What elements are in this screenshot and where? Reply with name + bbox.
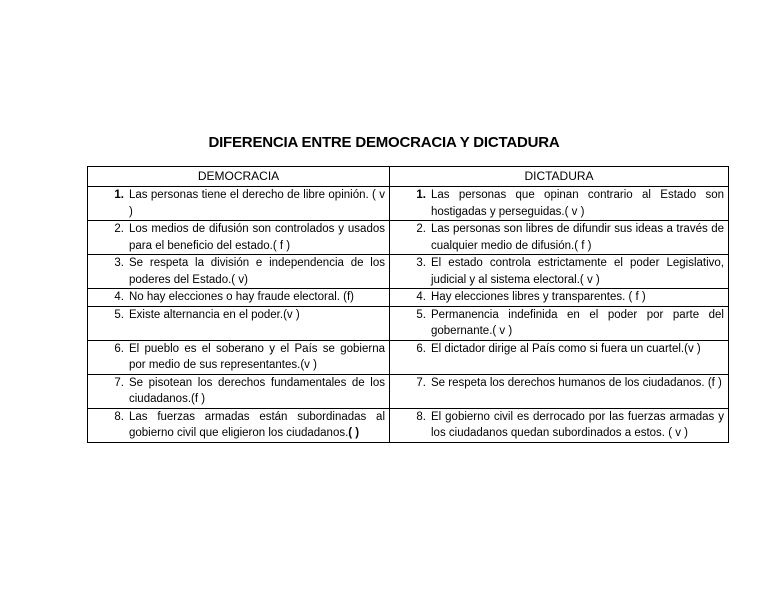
item-text: El estado controla estrictamente el poder Legislativo, judicial y al sistema electoral.( v ) bbox=[431, 257, 724, 286]
democracia-cell bbox=[88, 187, 390, 221]
table-header-row bbox=[88, 167, 729, 187]
item-text: Las personas son libres de difundir sus ideas a través de cualquier medio de difusión.( f ) bbox=[431, 223, 724, 252]
item-text: Las personas que opinan contrario al Estado son hostigadas y perseguidas.( v ) bbox=[431, 189, 724, 218]
item-text: Se respeta la división e independencia de los poderes del Estado.( v) bbox=[129, 257, 385, 286]
item-text: Los medios de difusión son controlados y usados para el beneficio del estado.( f ) bbox=[129, 223, 385, 252]
item-number: 8. bbox=[114, 410, 124, 423]
header-dictadura: DICTADURA bbox=[390, 167, 729, 187]
democracia-cell bbox=[88, 289, 390, 307]
table-row bbox=[88, 408, 729, 442]
dictadura-cell bbox=[390, 221, 729, 255]
item-number: 6. bbox=[114, 342, 124, 355]
item-answer: ( ) bbox=[348, 427, 360, 439]
item-number: 7. bbox=[416, 376, 426, 389]
item-number: 5. bbox=[114, 308, 124, 321]
item-text: Las fuerzas armadas están subordinadas al gobierno civil que eligieron los ciudadanos. bbox=[129, 410, 385, 439]
item-number: 2. bbox=[114, 223, 124, 235]
item-number: 3. bbox=[416, 257, 426, 269]
dictadura-cell bbox=[390, 340, 729, 374]
header-democracia: DEMOCRACIA bbox=[88, 167, 390, 187]
dictadura-cell bbox=[390, 187, 729, 221]
item-number: 8. bbox=[416, 410, 426, 423]
item-text: Se pisotean los derechos fundamentales de los ciudadanos.(f ) bbox=[129, 376, 385, 405]
democracia-cell bbox=[88, 221, 390, 255]
democracia-cell bbox=[88, 306, 390, 340]
dictadura-cell bbox=[390, 255, 729, 289]
item-number: 2. bbox=[416, 223, 426, 235]
democracia-cell bbox=[88, 408, 390, 442]
item-number: 4. bbox=[114, 291, 124, 303]
democracia-cell bbox=[88, 340, 390, 374]
comparison-table bbox=[87, 166, 729, 443]
table-row bbox=[88, 255, 729, 289]
table-row bbox=[88, 340, 729, 374]
democracia-cell bbox=[88, 255, 390, 289]
item-text: Hay elecciones libres y transparentes. ( f ) bbox=[431, 291, 646, 303]
document-title: DIFERENCIA ENTRE DEMOCRACIA Y DICTADURA bbox=[208, 134, 560, 151]
item-number: 3. bbox=[114, 257, 124, 269]
item-text: El dictador dirige al País como si fuera un cuartel.(v ) bbox=[431, 342, 701, 355]
item-number: 7. bbox=[114, 376, 124, 389]
item-number: 6. bbox=[416, 342, 426, 355]
dictadura-cell bbox=[390, 374, 729, 408]
item-number: 1. bbox=[416, 189, 426, 201]
item-text: No hay elecciones o hay fraude electoral. (f) bbox=[129, 291, 355, 303]
item-text: El gobierno civil es derrocado por las fuerzas armadas y los ciudadanos quedan subordinados a estos. ( v ) bbox=[431, 410, 724, 439]
item-text-wrap bbox=[129, 409, 385, 442]
item-text: Existe alternancia en el poder.(v ) bbox=[129, 308, 300, 321]
table-row bbox=[88, 306, 729, 340]
dictadura-cell bbox=[390, 306, 729, 340]
item-text: Las personas tiene el derecho de libre opinión. ( v ) bbox=[129, 189, 385, 218]
table-row bbox=[88, 221, 729, 255]
item-number: 5. bbox=[416, 308, 426, 321]
item-number: 4. bbox=[416, 291, 426, 303]
dictadura-cell bbox=[390, 289, 729, 307]
table-row bbox=[88, 374, 729, 408]
item-number: 1. bbox=[114, 189, 124, 201]
dictadura-cell bbox=[390, 408, 729, 442]
table-row bbox=[88, 289, 729, 307]
item-text: El pueblo es el soberano y el País se gobierna por medio de sus representantes.(v ) bbox=[129, 342, 385, 371]
table-row bbox=[88, 187, 729, 221]
democracia-cell bbox=[88, 374, 390, 408]
item-text: Se respeta los derechos humanos de los ciudadanos. (f ) bbox=[431, 376, 722, 389]
item-text: Permanencia indefinida en el poder por parte del gobernante.( v ) bbox=[431, 308, 724, 337]
